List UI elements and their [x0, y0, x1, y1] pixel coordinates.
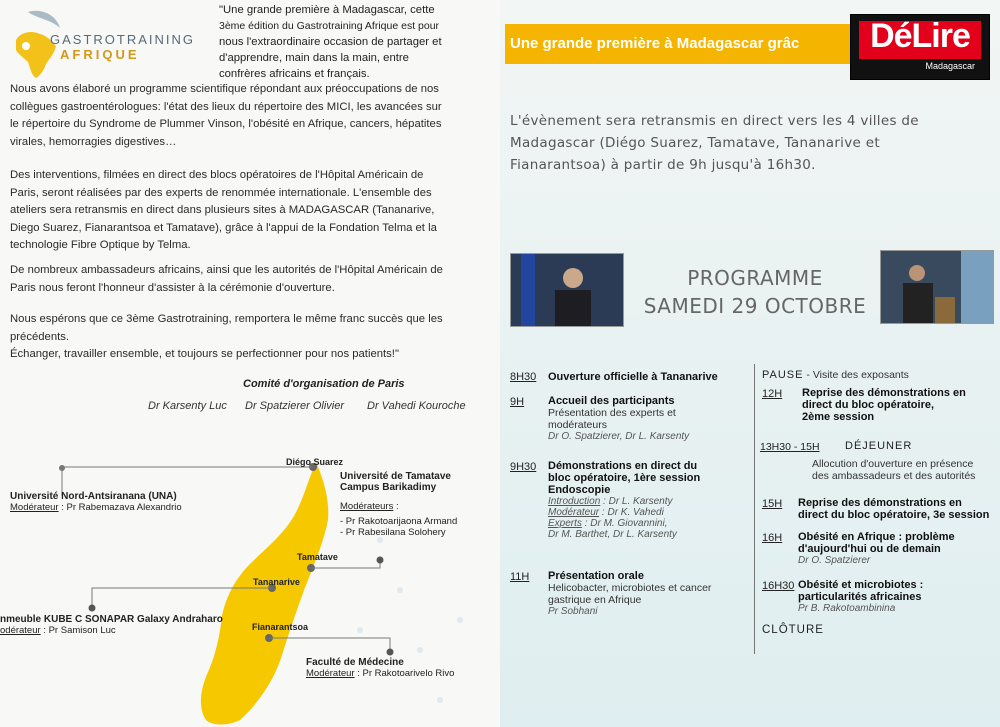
brand-name: DéLire	[870, 17, 970, 55]
site-una	[10, 491, 182, 513]
city-label: Diégo Suarez	[286, 457, 344, 467]
paragraph-closing	[10, 311, 488, 364]
session-note: Pr Sobhani	[548, 606, 598, 617]
site-tamatave	[340, 471, 457, 538]
session-note: Pr B. Rakotoambinina	[798, 603, 896, 614]
para-line: collègues gastroentérologues: l'état des lieux du répertoire des MICI, les avancées sur	[10, 100, 442, 113]
quote-line: confrères africains et français.	[219, 68, 370, 80]
city-label: Tamatave	[297, 552, 338, 562]
time-label: 16H	[762, 532, 783, 544]
para-line: technologie Fibre Optique by Telma.	[10, 239, 191, 251]
quote-line: 3ème édition du Gastrotraining Afrique est pour	[219, 20, 440, 32]
role-label: Introduction	[548, 496, 601, 507]
site-title: Campus Barikadimy	[340, 482, 437, 493]
moderator-label: Modérateur	[306, 668, 355, 679]
speaker-photo-left	[510, 253, 624, 327]
site-title: Université Nord-Antsiranana (UNA)	[10, 491, 177, 502]
session-title: Reprise des démonstrations en	[798, 497, 962, 509]
lead-line: Fianarantsoa) à partir de 9h jusqu'à 16h30.	[510, 157, 816, 173]
session-sub: Allocution d'ouverture en présence	[812, 458, 974, 470]
lead-line: L'évènement sera retransmis en direct vers les 4 villes de	[510, 113, 919, 129]
role-name: Dr M. Barthet, Dr L. Karsenty	[548, 529, 677, 540]
session-title: Présentation orale	[548, 570, 644, 582]
para-line: virales, hemorragies digestives…	[10, 135, 177, 148]
session-title: DÉJEUNER	[845, 440, 913, 452]
quote-line: nous l'extraordinaire occasion de partager et	[219, 36, 442, 48]
paragraph-program	[10, 81, 488, 151]
session-title: bloc opératoire, 1ère session	[548, 472, 701, 484]
role-name: : Dr K. Vahedi	[599, 507, 664, 518]
session-title: direct du bloc opératoire, 3e session	[798, 509, 990, 521]
time-label: 12H	[762, 388, 783, 400]
logo-line1: GASTROTRAINING	[50, 32, 196, 47]
session-block	[802, 387, 998, 423]
moderator-name: - Pr Rabesilana Solohery	[340, 527, 446, 538]
para-line: ateliers sera retransmis en direct dans plusieurs sites à MADAGASCAR (Tananarive,	[10, 204, 435, 216]
role-name: : Dr L. Karsenty	[600, 496, 673, 507]
programme-title: PROGRAMME	[687, 266, 823, 290]
session-sub: gastrique en Afrique	[548, 594, 642, 606]
site-title: Faculté de Médecine	[306, 657, 404, 668]
moderator-name: - Pr Rakotoarijaona Armand	[340, 516, 458, 527]
role-label: Experts	[548, 518, 582, 529]
session-title: direct du bloc opératoire,	[802, 399, 935, 411]
session-title: particularités africaines	[798, 591, 922, 603]
moderator-name: : Pr Rakotoarivelo Rivo	[354, 668, 455, 679]
city-label: Fianarantsoa	[252, 622, 309, 632]
session-title: Reprise des démonstrations en	[802, 387, 966, 399]
closing-label: CLÔTURE	[762, 624, 824, 636]
moderator-label: odérateur	[0, 625, 41, 636]
session-title: 2ème session	[802, 411, 875, 423]
para-line: Nous avons élaboré un programme scientifique répondant aux préoccupations de nos	[10, 83, 439, 95]
site-kube	[0, 614, 223, 636]
para-line: le répertoire du Syndrome de Plummer Vinson, l'obésité en Afrique, cancers, hépatites	[10, 118, 442, 130]
time-label: 16H30	[762, 580, 795, 592]
para-line: Paris, seront réalisées par des experts de renommée internationale. L'ensemble des	[10, 186, 432, 199]
para-line: Nous espérons que ce 3ème Gastrotraining, remportera le même franc succès que les	[10, 313, 443, 325]
session-title: Obésité en Afrique : problème	[798, 531, 955, 543]
role-name: : Dr M. Giovannini,	[581, 518, 668, 529]
session-block	[798, 579, 998, 614]
time-label: 13H30 - 15H	[760, 441, 820, 453]
pause-row	[762, 365, 909, 383]
city-label: Tananarive	[253, 577, 300, 587]
moderator-label: Modérateur	[10, 502, 59, 513]
session-block	[548, 395, 748, 442]
session-block	[812, 458, 998, 482]
broadcast-lead	[510, 110, 998, 176]
session-sub: Présentation des experts et	[548, 407, 676, 419]
session-title: Obésité et microbiotes :	[798, 579, 924, 591]
time-label: 9H	[510, 396, 525, 408]
session-block	[548, 570, 753, 617]
time-label: PAUSE	[762, 369, 804, 381]
session-title: Ouverture officielle à Tananarive	[548, 371, 718, 383]
paragraph-ambassadors	[10, 262, 488, 297]
moderator-label: Modérateurs	[340, 501, 394, 512]
right-page	[500, 0, 1000, 727]
role-label: Modérateur	[548, 507, 600, 518]
para-line: Diego Suarez, Fianarantsoa et Tamatave), grâce à l'appui de la Fondation Telma et la	[10, 221, 437, 234]
committee-member: Dr Karsenty Luc	[148, 400, 227, 412]
paragraph-interventions	[10, 167, 488, 255]
site-fac-medecine	[306, 657, 454, 679]
delire-logo	[850, 14, 990, 80]
site-title: nmeuble KUBE C SONAPAR Galaxy Andraharo	[0, 614, 223, 625]
session-title: - Visite des exposants	[803, 369, 909, 381]
moderator-suffix: :	[393, 501, 399, 512]
session-block	[798, 497, 1000, 521]
para-line: Échanger, travailler ensemble, et toujours se perfectionner pour nos patients!"	[10, 348, 399, 360]
moderator-name: : Pr Rabemazava Alexandrio	[58, 502, 182, 513]
time-label: 8H30	[510, 371, 537, 383]
session-sub: des ambassadeurs et des autorités	[812, 470, 976, 482]
para-line: précédents.	[10, 330, 70, 343]
committee-title: Comité d'organisation de Paris	[243, 378, 405, 390]
island-shape	[201, 462, 328, 725]
logo-line2: AFRIQUE	[60, 47, 140, 62]
para-line: De nombreux ambassadeurs africains, ainsi que les autorités de l'Hôpital Américain de	[10, 264, 443, 276]
madagascar-map	[0, 420, 500, 727]
session-note: Dr O. Spatzierer, Dr L. Karsenty	[548, 431, 690, 442]
session-title: Démonstrations en direct du	[548, 460, 698, 472]
brand-sub: Madagascar	[925, 61, 975, 71]
session-sub: Helicobacter, microbiotes et cancer	[548, 582, 712, 594]
session-title: d'aujourd'hui ou de demain	[798, 543, 941, 555]
quote-line: d'apprendre, main dans la main, entre	[219, 52, 409, 64]
session-note: Dr O. Spatzierer	[798, 555, 871, 566]
time-label: 11H	[510, 571, 530, 583]
time-label: 9H30	[510, 461, 537, 473]
site-title: Université de Tamatave	[340, 471, 451, 482]
intro-quote	[219, 2, 471, 82]
session-block	[798, 531, 998, 566]
lead-line: Madagascar (Diégo Suarez, Tamatave, Tananarive et	[510, 135, 880, 151]
committee-member: Dr Spatzierer Olivier	[245, 400, 345, 412]
para-line: Paris nous feront l'honneur d'assister à la cérémonie d'ouverture.	[10, 281, 335, 294]
session-sub: modérateurs	[548, 419, 607, 431]
committee-member: Dr Vahedi Kouroche	[367, 400, 466, 412]
programme-date: SAMEDI 29 OCTOBRE	[643, 294, 867, 318]
para-line: Des interventions, filmées en direct des blocs opératoires de l'Hôpital Américain de	[10, 169, 424, 181]
speaker-photo-right	[880, 250, 994, 324]
time-label: 15H	[762, 498, 783, 510]
headline-banner: Une grande première à Madagascar grâc	[505, 24, 855, 64]
session-block	[548, 460, 753, 540]
session-title: Accueil des participants	[548, 395, 675, 407]
column-divider	[754, 364, 755, 654]
session-title: Endoscopie	[548, 484, 611, 496]
quote-line: "Une grande première à Madagascar, cette	[219, 4, 435, 16]
moderator-name: : Pr Samison Luc	[40, 625, 116, 636]
